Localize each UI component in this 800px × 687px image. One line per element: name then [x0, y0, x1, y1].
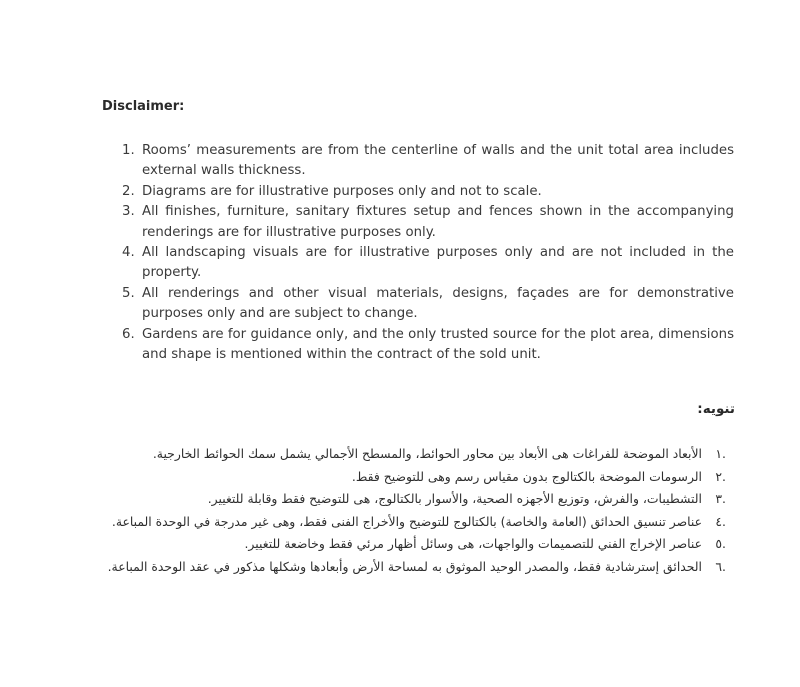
item-text: الأبعاد الموضحة للفراغات هى الأبعاد بين محاور الحوائط، والمسطح الأجمالي يشمل سمك الحوائط الخارجية.: [152, 446, 702, 461]
item-text: التشطيبات، والفرش، وتوزيع الأجهزه الصحية، والأسوار بالكتالوج، هى للتوضيح فقط وقابلة للتغيير.: [207, 491, 702, 507]
arabic-disclaimer-item: [96, 488, 726, 511]
arabic-disclaimer-list: [96, 443, 726, 579]
item-number: .٤: [715, 513, 726, 529]
item-number: 4.: [122, 245, 135, 261]
item-text: عناصر الإخراج الفني للتصميمات والواجهات، هى وسائل أظهار مرئي فقط وخاضعة للتغيير.: [244, 536, 702, 552]
item-text: All finishes, furniture, sanitary fixtures setup and fences shown in the accompanying renderings are for illustrative purposes only.: [142, 204, 734, 240]
english-disclaimer-title: Disclaimer:: [102, 99, 185, 114]
item-number: .٥: [715, 536, 726, 552]
item-text: Diagrams are for illustrative purposes only and not to scale.: [142, 183, 542, 199]
english-disclaimer-item: [122, 243, 734, 284]
arabic-disclaimer-item: [96, 556, 726, 579]
item-number: .٦: [715, 558, 726, 574]
english-disclaimer-item: [122, 202, 734, 243]
item-number: 6.: [122, 326, 135, 342]
item-text: الحدائق إسترشادية فقط، والمصدر الوحيد الموثوق به لمساحة الأرض وأبعادها وشكلها مذكور في عقد الوحدة المباعة.: [107, 558, 702, 574]
arabic-disclaimer-title: تنويه:: [697, 401, 735, 417]
item-number: 3.: [122, 204, 135, 220]
item-text: Gardens are for guidance only, and the only trusted source for the plot area, dimensions and shape is mentioned within the contract of the sold unit.: [142, 326, 734, 363]
item-text: Rooms’ measurements are from the centerline of walls and the unit total area includes external walls thickness.: [142, 143, 734, 179]
arabic-disclaimer-item: [96, 511, 726, 534]
item-text: الرسومات الموضحة بالكتالوج بدون مقياس رسم وهى للتوضيح فقط.: [351, 468, 702, 484]
item-number: .٢: [715, 468, 726, 484]
english-disclaimer-item: [122, 284, 734, 325]
item-text: All landscaping visuals are for illustrative purposes only and are not included in the property.: [142, 245, 734, 281]
item-text: عناصر تنسيق الحدائق (العامة والخاصة) بالكتالوج للتوضيح والأخراج الفنى فقط، وهى غير مدرجة في الوحدة المباعة.: [111, 513, 702, 529]
arabic-disclaimer-item: [96, 443, 726, 466]
item-number: .٣: [715, 491, 726, 507]
item-text: All renderings and other visual materials, designs, façades are for demonstrative purposes only and are subject to change.: [142, 285, 734, 322]
item-number: 1.: [122, 143, 135, 158]
english-disclaimer-item: [122, 141, 734, 182]
item-number: 2.: [122, 183, 135, 199]
english-disclaimer-item: [122, 182, 734, 202]
arabic-disclaimer-item: [96, 533, 726, 556]
english-disclaimer-list: [122, 141, 734, 365]
item-number: .١: [715, 446, 726, 461]
english-disclaimer-item: [122, 325, 734, 366]
arabic-disclaimer-item: [96, 466, 726, 489]
item-number: 5.: [122, 285, 135, 301]
